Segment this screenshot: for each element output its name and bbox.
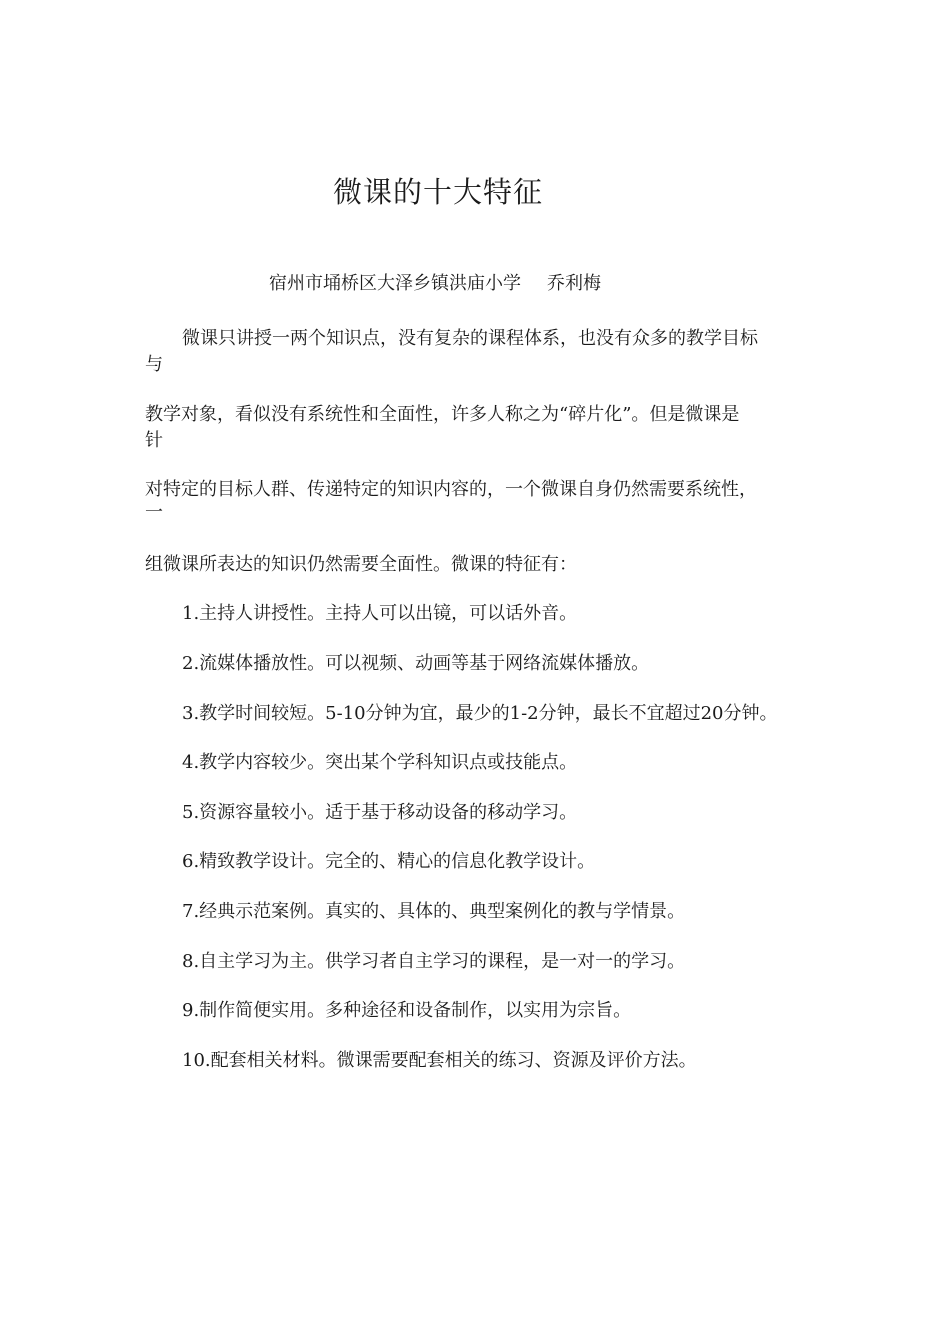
intro-line: 教学对象，看似没有系统性和全面性，许多人称之为“碎片化”。但是微课是	[145, 404, 740, 425]
intro-line: 一	[145, 502, 163, 523]
feature-item: 9.制作简便实用。多种途径和设备制作，以实用为宗旨。	[182, 1000, 632, 1021]
intro-line: 与	[145, 354, 163, 375]
author-school: 宿州市埇桥区大泽乡镇洪庙小学	[269, 273, 521, 294]
author-line	[0, 270, 870, 298]
feature-item: 3.教学时间较短。5-10分钟为宜，最少的1-2分钟，最长不宜超过20分钟。	[182, 703, 778, 724]
document-title: 微课的十大特征	[332, 175, 543, 209]
intro-line: 针	[145, 430, 163, 451]
author-name: 乔利梅	[547, 273, 601, 294]
feature-item: 8.自主学习为主。供学习者自主学习的课程，是一对一的学习。	[182, 951, 686, 972]
feature-item: 2.流媒体播放性。可以视频、动画等基于网络流媒体播放。	[182, 653, 650, 674]
feature-item: 4.教学内容较少。突出某个学科知识点或技能点。	[182, 752, 578, 773]
feature-item: 6.精致教学设计。完全的、精心的信息化教学设计。	[182, 851, 596, 872]
feature-item: 10.配套相关材料。微课需要配套相关的练习、资源及评价方法。	[182, 1050, 697, 1071]
feature-item: 5.资源容量较小。适于基于移动设备的移动学习。	[182, 802, 578, 823]
feature-item: 1.主持人讲授性。主持人可以出镜，可以话外音。	[182, 603, 578, 624]
feature-item: 7.经典示范案例。真实的、具体的、典型案例化的教与学情景。	[182, 901, 686, 922]
intro-line: 对特定的目标人群、传递特定的知识内容的，一个微课自身仍然需要系统性，	[145, 479, 757, 500]
intro-line: 组微课所表达的知识仍然需要全面性。微课的特征有：	[145, 554, 577, 575]
intro-line: 微课只讲授一两个知识点，没有复杂的课程体系，也没有众多的教学目标	[182, 328, 758, 349]
